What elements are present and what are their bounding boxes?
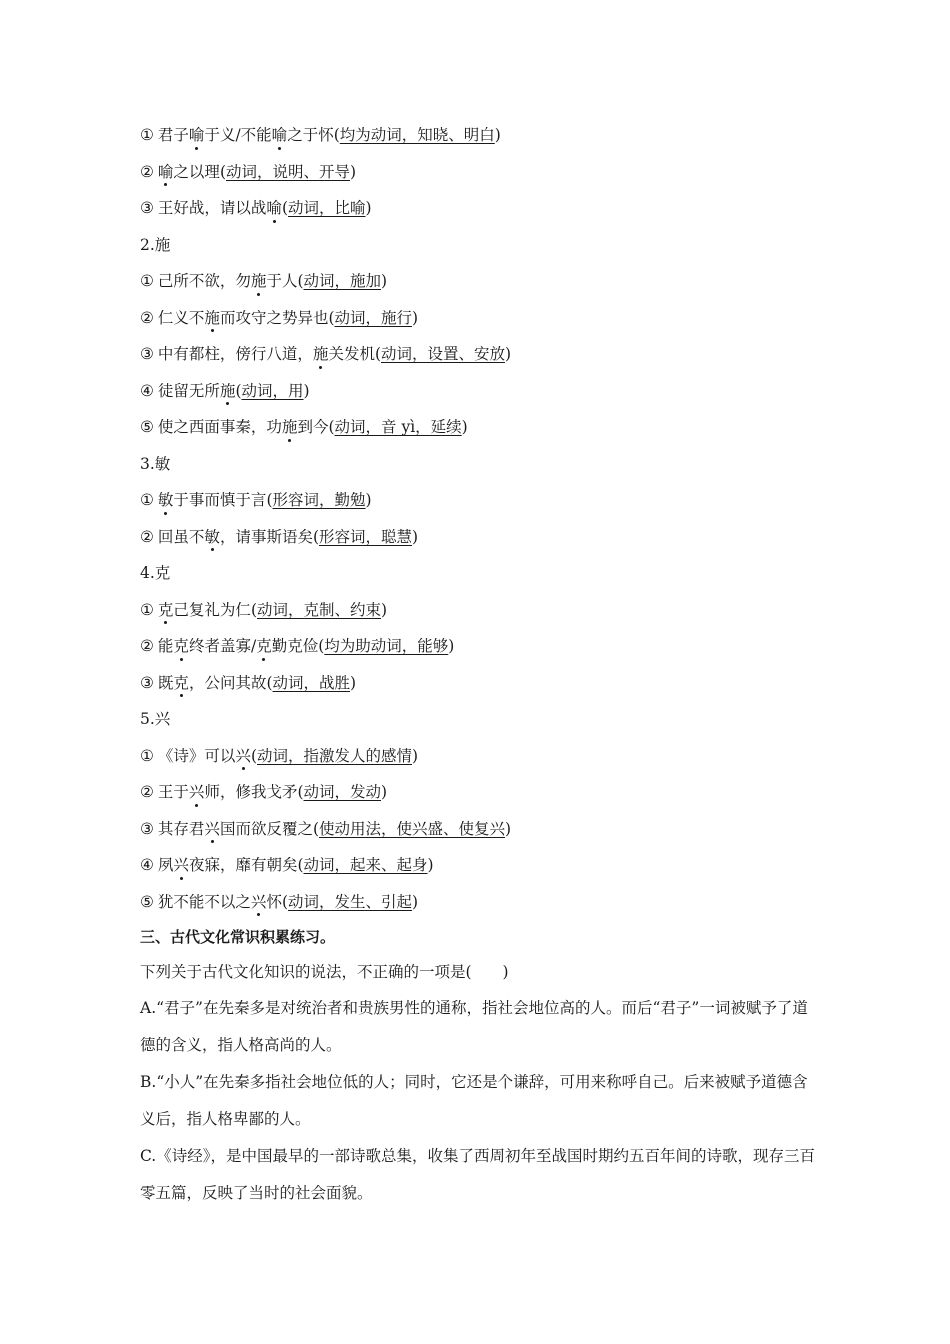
emphasized-char: 克 bbox=[158, 592, 174, 629]
annotation: 均为助动词，能够 bbox=[324, 637, 449, 655]
annotation: 均为动词，知晓、明白 bbox=[339, 126, 495, 144]
annotation: 动词，起来、起身 bbox=[303, 856, 428, 874]
yu-group bbox=[140, 117, 820, 920]
word-title: 2.施 bbox=[140, 235, 171, 254]
word-title: 3.敏 bbox=[140, 454, 171, 473]
emphasized-char: 施 bbox=[251, 263, 267, 300]
list-item: ⑤ 犹不能不以之兴怀(动词，发生、引起) bbox=[140, 884, 820, 921]
list-item: ① 己所不欲，勿施于人(动词，施加) bbox=[140, 263, 820, 300]
list-item: ① 克己复礼为仁(动词，克制、约束) bbox=[140, 592, 820, 629]
list-item: ② 仁义不施而攻守之势异也(动词，施行) bbox=[140, 300, 820, 337]
emphasized-char: 兴 bbox=[204, 811, 220, 848]
emphasized-char: 兴 bbox=[235, 738, 251, 775]
list-item: ② 能克终者盖寡/克勤克俭(均为助动词，能够) bbox=[140, 628, 820, 665]
emphasized-char: 喻 bbox=[272, 117, 288, 154]
list-item: ④ 夙兴夜寐，靡有朝矣(动词，起来、起身) bbox=[140, 847, 820, 884]
section-3 bbox=[140, 920, 820, 1212]
emphasized-char: 克 bbox=[173, 665, 189, 702]
annotation: 动词，比喻 bbox=[288, 199, 366, 217]
list-item: ③ 王好战，请以战喻(动词，比喻) bbox=[140, 190, 820, 227]
option-c: C.《诗经》，是中国最早的一部诗歌总集，收集了西周初年至战国时期约五百年间的诗歌，现存三百零五篇，反映了当时的社会面貌。 bbox=[140, 1147, 815, 1202]
emphasized-char: 兴 bbox=[173, 847, 189, 884]
emphasized-char: 喻 bbox=[158, 154, 174, 191]
list-item: ④ 徒留无所施(动词，用) bbox=[140, 373, 820, 410]
emphasized-char: 克 bbox=[256, 628, 272, 665]
list-item: ① 敏于事而慎于言(形容词，勤勉) bbox=[140, 482, 820, 519]
list-item: ⑤ 使之西面事秦，功施到今(动词，音 yì，延续) bbox=[140, 409, 820, 446]
annotation: 使动用法，使兴盛、使复兴 bbox=[319, 819, 506, 838]
annotation: 动词，发生、引起 bbox=[288, 892, 413, 911]
annotation: 动词，克制、约束 bbox=[257, 600, 382, 619]
word-title: 4.克 bbox=[140, 564, 171, 582]
emphasized-char: 喻 bbox=[266, 190, 282, 227]
emphasized-char: 施 bbox=[282, 409, 298, 446]
option-a: A.“君子”在先秦多是对统治者和贵族男性的通称，指社会地位高的人。而后“君子”一词被赋予了道德的含义，指人格高尚的人。 bbox=[140, 999, 808, 1054]
annotation: 形容词，聪慧 bbox=[319, 527, 413, 546]
list-item: ③ 既克，公问其故(动词，战胜) bbox=[140, 665, 820, 702]
list-item: ③ 中有都柱，傍行八道，施关发机(动词，设置、安放) bbox=[140, 336, 820, 373]
emphasized-char: 喻 bbox=[189, 117, 205, 154]
list-item: ② 喻之以理(动词，说明、开导) bbox=[140, 154, 820, 191]
question-stem: 下列关于古代文化知识的说法，不正确的一项是( ) bbox=[140, 963, 509, 981]
option-b: B.“小人”在先秦多指社会地位低的人；同时，它还是个谦辞，可用来称呼自己。后来被赋予道德含义后，指人格卑鄙的人。 bbox=[140, 1073, 808, 1128]
word-title: 5.兴 bbox=[140, 710, 171, 728]
annotation: 动词，用 bbox=[241, 381, 304, 400]
emphasized-char: 克 bbox=[173, 628, 189, 665]
annotation: 动词，设置、安放 bbox=[381, 345, 506, 363]
emphasized-char: 兴 bbox=[251, 884, 267, 921]
annotation: 动词，施行 bbox=[334, 308, 413, 327]
annotation: 动词，指激发人的感情 bbox=[257, 746, 413, 765]
annotation: 动词，说明、开导 bbox=[226, 162, 351, 181]
emphasized-char: 兴 bbox=[189, 774, 205, 811]
emphasized-char: 施 bbox=[220, 373, 236, 410]
emphasized-char: 敏 bbox=[204, 519, 220, 556]
emphasized-char: 施 bbox=[204, 300, 220, 337]
list-item: ① 君子喻于义/不能喻之于怀(均为动词，知晓、明白) bbox=[140, 117, 820, 154]
annotation: 形容词，勤勉 bbox=[272, 491, 366, 509]
emphasized-char: 敏 bbox=[158, 482, 174, 519]
list-item: ② 回虽不敏，请事斯语矣(形容词，聪慧) bbox=[140, 519, 820, 556]
list-item: ② 王于兴师，修我戈矛(动词，发动) bbox=[140, 774, 820, 811]
annotation: 动词，音 yì，延续 bbox=[334, 418, 462, 436]
list-item: ① 《诗》可以兴(动词，指激发人的感情) bbox=[140, 738, 820, 775]
annotation: 动词，施加 bbox=[303, 272, 382, 290]
list-item: ③ 其存君兴国而欲反覆之(使动用法，使兴盛、使复兴) bbox=[140, 811, 820, 848]
section-heading: 三、古代文化常识积累练习。 bbox=[140, 928, 336, 946]
annotation: 动词，战胜 bbox=[272, 673, 351, 692]
annotation: 动词，发动 bbox=[303, 783, 382, 801]
emphasized-char: 施 bbox=[313, 336, 329, 373]
